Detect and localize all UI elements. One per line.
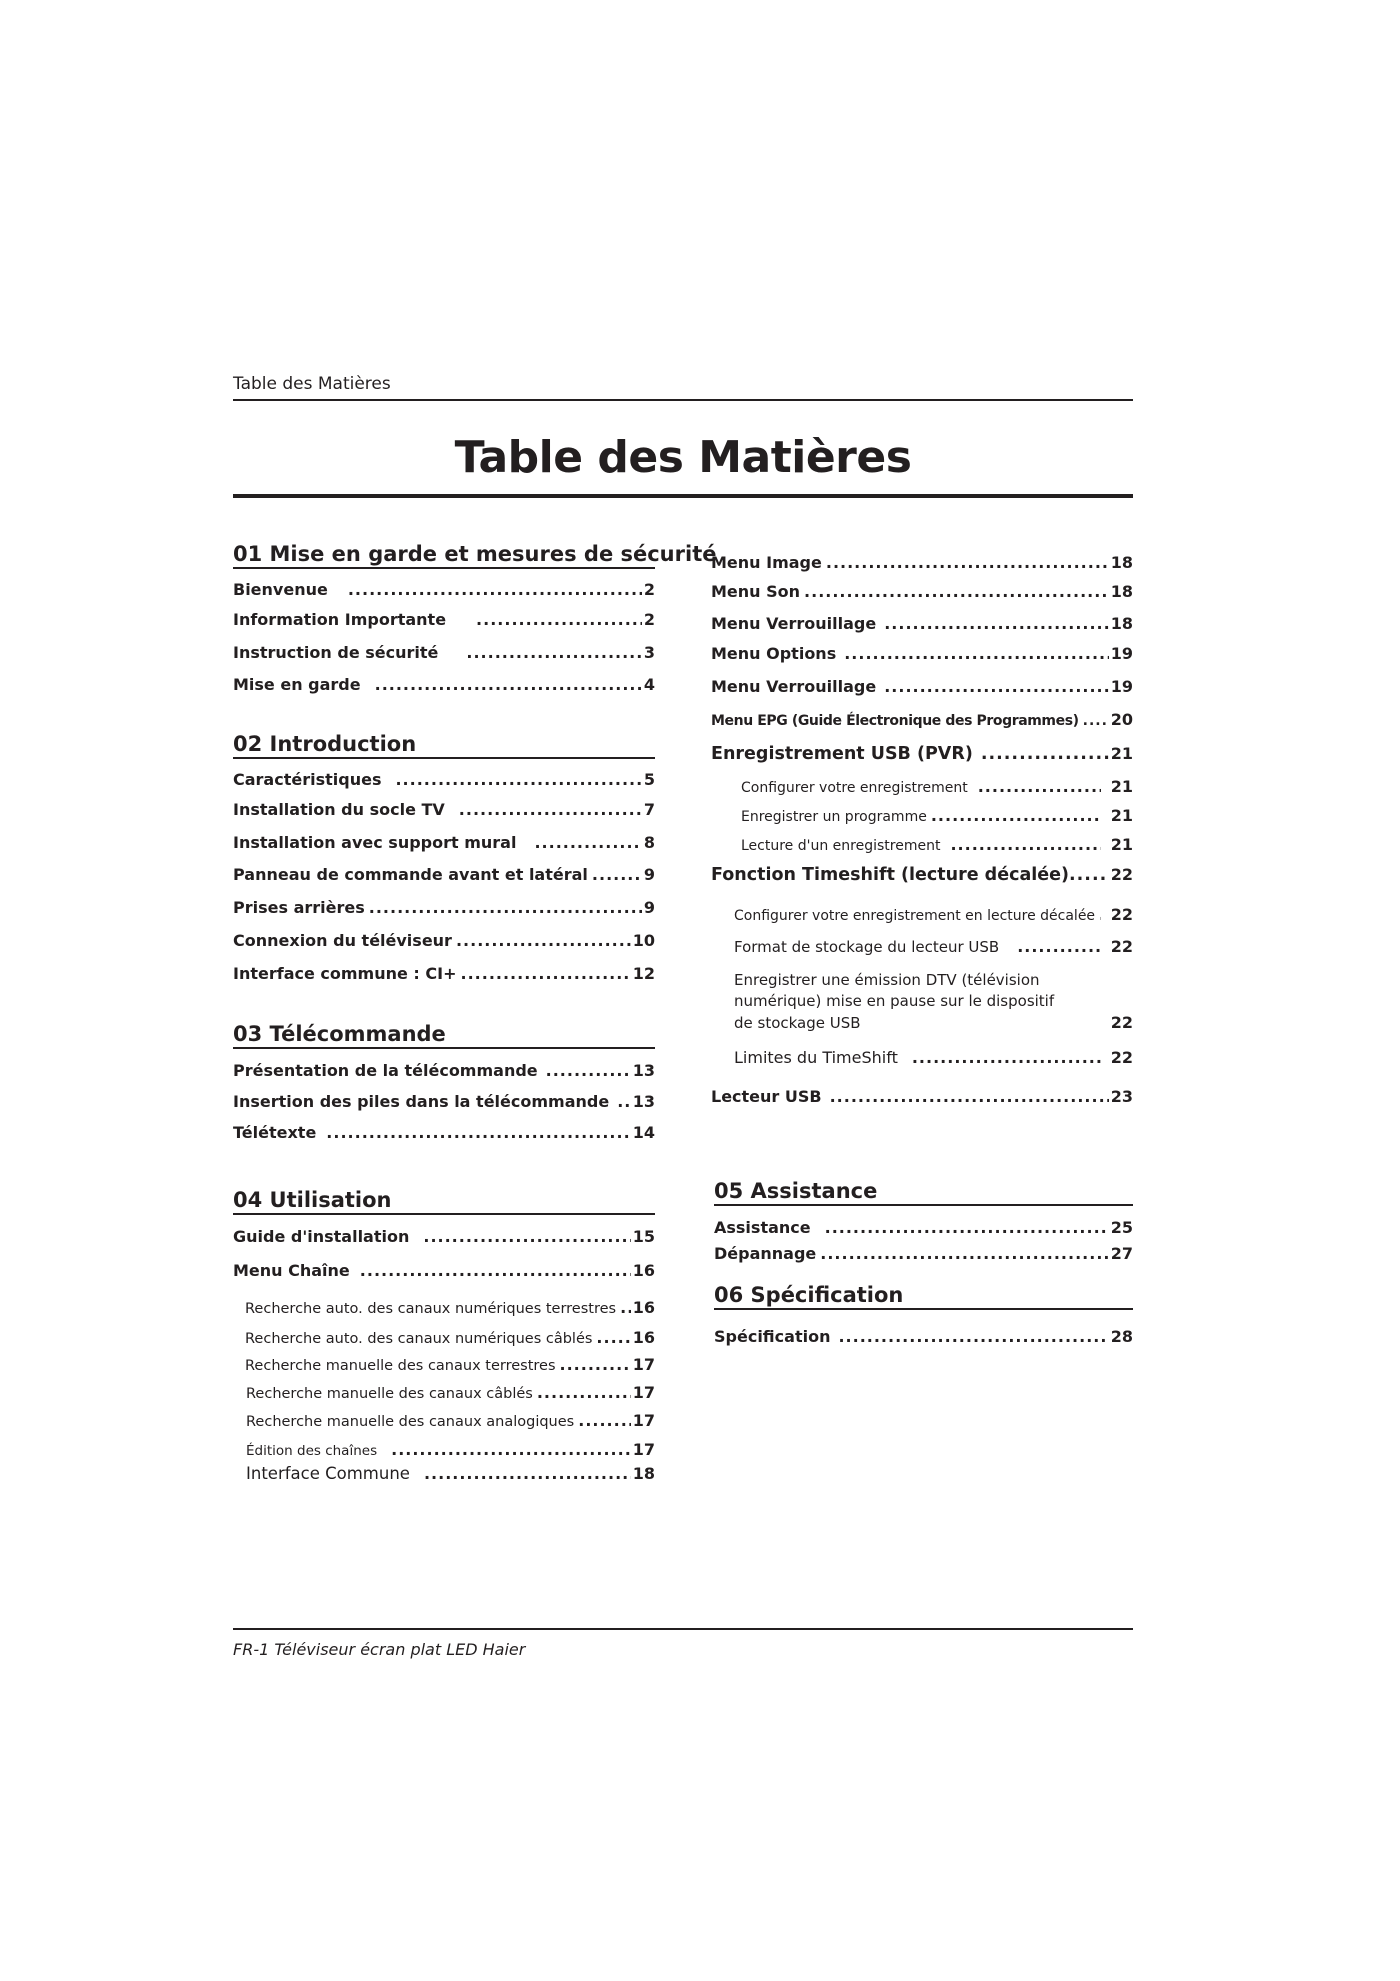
toc-entry-panneau-commande[interactable]: Panneau de commande avant et latéral ..... 9	[233, 865, 655, 884]
toc-entry-bienvenue[interactable]: Bienvenue ..... 2	[233, 580, 655, 599]
section-heading-06: 06 Spécification	[714, 1283, 1133, 1310]
toc-entry-interface-commune[interactable]: Interface Commune ..... 18	[246, 1464, 655, 1483]
toc-entry-configurer-lecture-decalee[interactable]: Configurer votre enregistrement en lecture décalée ..... 22	[734, 905, 1133, 924]
toc-entry-enregistrement-usb[interactable]: Enregistrement USB (PVR) ..... 21	[711, 744, 1133, 764]
toc-entry-menu-options[interactable]: Menu Options ..... 19	[711, 644, 1133, 663]
toc-entry-recherche-manuelle-terrestres[interactable]: Recherche manuelle des canaux terrestres ..... 17	[245, 1355, 655, 1374]
toc-entry-menu-image[interactable]: Menu Image ..... 18	[711, 553, 1133, 572]
toc-entry-recherche-manuelle-analogiques[interactable]: Recherche manuelle des canaux analogiques ..... 17	[246, 1411, 655, 1430]
section-heading-01: 01 Mise en garde et mesures de sécurité	[233, 542, 655, 569]
toc-entry-assistance[interactable]: Assistance ..... 25	[714, 1218, 1133, 1237]
toc-entry-installation-socle[interactable]: Installation du socle TV ..... 7	[233, 800, 655, 819]
section-heading-05: 05 Assistance	[714, 1179, 1133, 1206]
toc-entry-lecture-enregistrement[interactable]: Lecture d'un enregistrement ..... 21	[741, 835, 1133, 854]
toc-entry-edition-chaines[interactable]: Édition des chaînes ..... 17	[246, 1440, 655, 1459]
toc-entry-caracteristiques[interactable]: Caractéristiques ..... 5	[233, 770, 655, 789]
section-heading-03: 03 Télécommande	[233, 1022, 655, 1049]
toc-entry-recherche-auto-cables[interactable]: Recherche auto. des canaux numériques câblés ..... 16	[245, 1328, 655, 1347]
toc-entry-recherche-auto-terrestres[interactable]: Recherche auto. des canaux numériques terrestres ..... 16	[245, 1298, 655, 1317]
toc-entry-format-stockage-usb[interactable]: Format de stockage du lecteur USB ..... 22	[734, 937, 1133, 956]
toc-entry-lecteur-usb[interactable]: Lecteur USB ..... 23	[711, 1087, 1133, 1106]
toc-entry-specification[interactable]: Spécification ..... 28	[714, 1327, 1133, 1346]
toc-entry-fonction-timeshift[interactable]: Fonction Timeshift (lecture décalée) ..... 22	[711, 865, 1133, 885]
toc-entry-instruction-securite[interactable]: Instruction de sécurité ..... 3	[233, 643, 655, 662]
toc-entry-menu-verrouillage-2[interactable]: Menu Verrouillage ..... 19	[711, 677, 1133, 696]
toc-entry-connexion-televiseur[interactable]: Connexion du téléviseur ..... 10	[233, 931, 655, 950]
toc-entry-insertion-piles[interactable]: Insertion des piles dans la télécommande ..... 13	[233, 1092, 655, 1111]
section-heading-04: 04 Utilisation	[233, 1188, 655, 1215]
toc-entry-configurer-enregistrement[interactable]: Configurer votre enregistrement ..... 21	[741, 777, 1133, 796]
toc-entry-menu-verrouillage[interactable]: Menu Verrouillage ..... 18	[711, 614, 1133, 633]
footer-rule	[233, 1628, 1133, 1630]
toc-entry-limites-timeshift[interactable]: Limites du TimeShift ..... 22	[734, 1048, 1133, 1067]
toc-entry-teletexte[interactable]: Télétexte ..... 14	[233, 1123, 655, 1142]
right-column	[711, 0, 1133, 1981]
section-heading-02: 02 Introduction	[233, 732, 655, 759]
toc-entry-menu-son[interactable]: Menu Son ..... 18	[711, 582, 1133, 601]
toc-entry-enregistrer-programme[interactable]: Enregistrer un programme ..... 21	[741, 806, 1133, 825]
toc-entry-mise-en-garde[interactable]: Mise en garde ..... 4	[233, 675, 655, 694]
page-footer: FR-1 Téléviseur écran plat LED Haier	[233, 1640, 526, 1659]
toc-entry-enregistrer-emission-dtv[interactable]: Enregistrer une émission DTV (télévision numérique) mise en pause sur le dispositif de stockage USB 22	[734, 971, 1133, 1032]
toc-entry-menu-chaine[interactable]: Menu Chaîne ..... 16	[233, 1261, 655, 1280]
toc-entry-depannage[interactable]: Dépannage ..... 27	[714, 1244, 1133, 1263]
toc-entry-interface-commune-ci[interactable]: Interface commune : CI+ ..... 12	[233, 964, 655, 983]
toc-entry-installation-support-mural[interactable]: Installation avec support mural ..... 8	[233, 833, 655, 852]
running-header: Table des Matières	[233, 374, 391, 394]
toc-entry-recherche-manuelle-cables[interactable]: Recherche manuelle des canaux câblés ..... 17	[246, 1383, 655, 1402]
toc-entry-menu-epg[interactable]: Menu EPG (Guide Électronique des Programmes) ..... 20	[711, 710, 1133, 729]
toc-entry-presentation-telecommande[interactable]: Présentation de la télécommande ..... 13	[233, 1061, 655, 1080]
toc-entry-information-importante[interactable]: Information Importante ..... 2	[233, 610, 655, 629]
toc-entry-prises-arrieres[interactable]: Prises arrières ..... 9	[233, 898, 655, 917]
toc-entry-guide-installation[interactable]: Guide d'installation ..... 15	[233, 1227, 655, 1246]
page-title: Table des Matières	[454, 432, 912, 483]
